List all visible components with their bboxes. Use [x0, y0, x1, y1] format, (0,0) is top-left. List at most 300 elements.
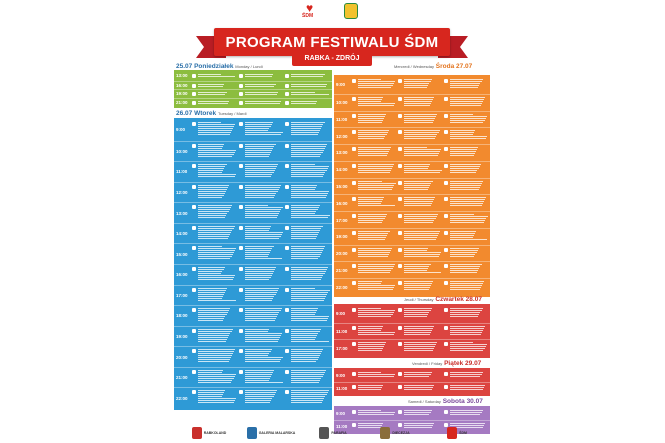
event-description — [404, 264, 442, 273]
event-icon — [444, 326, 448, 330]
sponsor-footer — [172, 418, 492, 443]
day-heading-wednesday — [394, 63, 472, 70]
event-description — [245, 122, 284, 135]
event-description — [450, 385, 488, 390]
schedule-row — [174, 367, 332, 387]
event-icon — [285, 349, 289, 353]
event-description — [291, 185, 330, 198]
event-description — [358, 248, 396, 257]
event-icon — [398, 281, 402, 285]
event-icon — [398, 372, 402, 376]
event-description — [358, 164, 396, 173]
schedule-row — [334, 261, 490, 277]
event-description — [291, 308, 330, 321]
event-description — [198, 122, 237, 135]
event-description — [198, 329, 237, 342]
schedule-row — [334, 306, 490, 322]
header-logos — [300, 2, 360, 20]
thursday-block — [334, 304, 490, 358]
event-icon — [444, 181, 448, 185]
schedule-row — [174, 202, 332, 222]
event-icon — [398, 264, 402, 268]
event-description — [198, 74, 237, 77]
time-label: 16:00 — [176, 82, 188, 88]
event-icon — [285, 144, 289, 148]
time-label: 9:00 — [336, 373, 346, 378]
event-description — [245, 390, 284, 403]
event-icon — [239, 74, 243, 78]
event-description — [245, 205, 284, 218]
event-description — [198, 370, 237, 383]
event-description — [245, 226, 284, 239]
time-label: 19:00 — [336, 234, 348, 240]
event-description — [358, 308, 396, 317]
event-icon — [239, 144, 243, 148]
schedule-row — [174, 223, 332, 243]
event-icon — [239, 205, 243, 209]
event-icon — [285, 288, 289, 292]
event-description — [358, 197, 396, 206]
schedule-row — [174, 89, 332, 97]
day-date: 28.07 — [465, 296, 482, 303]
time-label: 10:00 — [336, 100, 348, 106]
time-label: 15:00 — [336, 183, 348, 189]
event-description — [450, 130, 488, 139]
event-icon — [285, 205, 289, 209]
schedule-row — [334, 77, 490, 93]
event-icon — [239, 329, 243, 333]
event-description — [198, 92, 237, 95]
event-icon — [192, 74, 196, 78]
page-title: PROGRAM FESTIWALU ŚDM — [225, 33, 439, 51]
time-label: 14:00 — [336, 167, 348, 173]
event-description — [450, 326, 488, 335]
event-description — [198, 101, 237, 104]
event-description — [291, 144, 330, 157]
schedule-row — [174, 243, 332, 263]
schedule-row — [334, 111, 490, 127]
event-icon — [352, 97, 356, 101]
sponsor-logo-text: GALERIA MALARSKA — [258, 431, 296, 435]
schedule-row — [334, 339, 490, 355]
event-icon — [398, 147, 402, 151]
event-description — [450, 231, 488, 240]
schedule-row — [174, 161, 332, 181]
event-description — [291, 349, 330, 362]
event-description — [404, 114, 442, 123]
event-icon — [239, 92, 243, 96]
schedule-row — [334, 94, 490, 110]
event-icon — [192, 185, 196, 189]
event-description — [358, 326, 396, 335]
event-icon — [239, 370, 243, 374]
schedule-row — [174, 387, 332, 407]
sponsor-logo — [428, 426, 486, 440]
sponsor-logo — [242, 426, 300, 440]
sponsor-logo-text: ŚDM — [459, 431, 467, 435]
event-description — [245, 308, 284, 321]
event-icon — [239, 390, 243, 394]
time-label: 20:00 — [336, 251, 348, 257]
time-label: 12:00 — [336, 133, 348, 139]
day-name: Sobota — [442, 398, 465, 405]
day-name: Piątek — [444, 360, 464, 367]
day-name: Czwartek — [435, 296, 464, 303]
event-icon — [444, 164, 448, 168]
schedule-row — [334, 194, 490, 210]
event-description — [198, 390, 237, 403]
time-label: 21:00 — [336, 267, 348, 273]
time-label: 11:00 — [336, 116, 348, 122]
event-description — [404, 97, 442, 106]
event-description — [198, 205, 237, 218]
event-description — [450, 147, 488, 156]
time-label: 22:00 — [176, 395, 188, 401]
event-description — [291, 84, 330, 87]
event-icon — [285, 329, 289, 333]
event-icon — [352, 264, 356, 268]
sponsor-logo-icon — [247, 427, 257, 439]
schedule-row — [334, 211, 490, 227]
event-description — [291, 329, 330, 342]
sponsor-logo-icon — [447, 427, 457, 439]
schedule-row — [174, 182, 332, 202]
event-icon — [352, 231, 356, 235]
event-icon — [444, 248, 448, 252]
event-description — [245, 144, 284, 157]
event-icon — [444, 231, 448, 235]
schedule-row — [334, 278, 490, 294]
event-icon — [192, 205, 196, 209]
event-icon — [239, 246, 243, 250]
time-label: 20:00 — [176, 354, 188, 360]
event-icon — [352, 214, 356, 218]
event-icon — [285, 390, 289, 394]
time-label: 13:00 — [176, 210, 188, 216]
event-icon — [239, 84, 243, 88]
event-description — [245, 267, 284, 280]
day-subtitle: Vendredi / Friday — [412, 361, 443, 366]
event-icon — [239, 164, 243, 168]
day-subtitle: Monday / Lundi — [235, 64, 263, 69]
event-icon — [239, 226, 243, 230]
schedule-row — [334, 370, 490, 381]
event-icon — [192, 390, 196, 394]
city-crest-icon — [344, 3, 358, 19]
time-label: 22:00 — [336, 284, 348, 290]
monday-block — [174, 70, 332, 108]
event-description — [404, 248, 442, 257]
event-icon — [239, 122, 243, 126]
event-description — [404, 181, 442, 190]
time-label: 11:00 — [336, 386, 348, 391]
event-icon — [352, 308, 356, 312]
event-icon — [192, 308, 196, 312]
event-icon — [285, 101, 289, 105]
event-icon — [285, 308, 289, 312]
event-description — [291, 101, 330, 104]
event-icon — [444, 79, 448, 83]
event-description — [291, 74, 330, 77]
event-description — [450, 308, 488, 317]
event-icon — [285, 226, 289, 230]
time-label: 9:00 — [336, 311, 346, 317]
event-icon — [398, 79, 402, 83]
event-description — [245, 349, 284, 362]
event-description — [450, 114, 488, 123]
time-label: 11:00 — [336, 328, 348, 334]
event-description — [291, 267, 330, 280]
event-icon — [285, 370, 289, 374]
page-subtitle: RABKA - ZDRÓJ — [292, 52, 372, 66]
event-description — [198, 267, 237, 280]
event-icon — [285, 84, 289, 88]
event-description — [198, 164, 237, 177]
event-icon — [192, 288, 196, 292]
time-label: 17:00 — [336, 217, 348, 223]
event-icon — [444, 264, 448, 268]
event-description — [450, 410, 488, 415]
event-description — [198, 185, 237, 198]
event-description — [404, 130, 442, 139]
day-subtitle: Jeudi / Thursday — [404, 297, 434, 302]
event-icon — [192, 122, 196, 126]
event-description — [358, 214, 396, 223]
event-description — [358, 97, 396, 106]
event-description — [245, 329, 284, 342]
event-description — [358, 264, 396, 273]
event-description — [291, 92, 330, 95]
event-icon — [285, 92, 289, 96]
event-description — [450, 181, 488, 190]
event-description — [245, 246, 284, 259]
event-icon — [398, 114, 402, 118]
event-description — [245, 288, 284, 301]
event-description — [404, 231, 442, 240]
event-icon — [444, 410, 448, 414]
sponsor-logo-icon — [319, 427, 329, 439]
event-description — [358, 114, 396, 123]
day-date: 25.07 — [176, 63, 193, 70]
time-label: 10:00 — [176, 148, 188, 154]
day-date: 30.07 — [466, 398, 483, 405]
sdm-logo — [300, 2, 326, 20]
event-description — [198, 84, 237, 87]
event-icon — [444, 385, 448, 389]
event-icon — [444, 372, 448, 376]
day-subtitle: Tuesday / Mardi — [217, 111, 247, 116]
event-icon — [398, 231, 402, 235]
time-label: 17:00 — [336, 345, 348, 351]
event-icon — [239, 185, 243, 189]
sponsor-logo-icon — [192, 427, 202, 439]
event-icon — [398, 181, 402, 185]
event-icon — [285, 267, 289, 271]
schedule-row — [334, 127, 490, 143]
event-icon — [444, 342, 448, 346]
event-icon — [444, 197, 448, 201]
event-description — [404, 281, 442, 290]
event-icon — [444, 308, 448, 312]
event-description — [198, 349, 237, 362]
time-label: 13:00 — [176, 73, 188, 79]
time-label: 19:00 — [176, 333, 188, 339]
sdm-logo-text: ŚDM — [302, 13, 314, 19]
event-icon — [352, 114, 356, 118]
time-label: 13:00 — [336, 150, 348, 156]
event-icon — [352, 372, 356, 376]
time-label: 9:00 — [336, 82, 346, 88]
event-description — [450, 97, 488, 106]
schedule-row — [334, 323, 490, 339]
schedule-row — [174, 141, 332, 161]
schedule-row — [334, 382, 490, 393]
event-description — [198, 288, 237, 301]
event-icon — [444, 147, 448, 151]
event-icon — [192, 370, 196, 374]
schedule-row — [174, 120, 332, 140]
sponsor-logo — [180, 426, 238, 440]
time-label: 18:00 — [176, 313, 188, 319]
event-icon — [285, 164, 289, 168]
schedule-row — [174, 98, 332, 106]
day-heading-thursday — [404, 296, 482, 303]
day-heading-tuesday — [176, 110, 246, 117]
event-description — [358, 410, 396, 415]
event-description — [198, 226, 237, 239]
schedule-row — [174, 72, 332, 80]
event-icon — [352, 281, 356, 285]
event-icon — [192, 226, 196, 230]
event-icon — [352, 410, 356, 414]
event-description — [450, 197, 488, 206]
event-icon — [352, 181, 356, 185]
event-description — [404, 164, 442, 173]
day-date: 26.07 — [176, 110, 193, 117]
schedule-row — [334, 144, 490, 160]
event-description — [291, 226, 330, 239]
sponsor-logo — [366, 426, 424, 440]
event-icon — [239, 267, 243, 271]
event-description — [198, 246, 237, 259]
event-description — [358, 181, 396, 190]
event-icon — [352, 130, 356, 134]
day-heading-monday — [176, 63, 263, 70]
event-icon — [398, 130, 402, 134]
event-description — [404, 410, 442, 415]
time-label: 14:00 — [176, 231, 188, 237]
event-icon — [398, 164, 402, 168]
schedule-row — [174, 346, 332, 366]
time-label: 16:00 — [176, 272, 188, 278]
schedule-row — [334, 161, 490, 177]
time-label: 9:00 — [176, 127, 186, 133]
event-description — [450, 164, 488, 173]
tuesday-block — [174, 118, 332, 410]
event-description — [404, 308, 442, 317]
event-description — [404, 197, 442, 206]
event-description — [358, 385, 396, 390]
event-description — [404, 385, 442, 390]
event-description — [358, 79, 396, 88]
event-icon — [352, 79, 356, 83]
time-label: 12:00 — [176, 189, 188, 195]
day-name: Środa — [435, 63, 455, 70]
day-heading-saturday — [408, 398, 483, 405]
event-icon — [285, 122, 289, 126]
time-label: 19:00 — [176, 91, 188, 97]
event-description — [291, 164, 330, 177]
event-description — [245, 74, 284, 77]
day-heading-friday — [412, 360, 481, 367]
event-description — [450, 248, 488, 257]
schedule-row — [174, 326, 332, 346]
event-description — [358, 147, 396, 156]
event-icon — [192, 329, 196, 333]
event-description — [358, 281, 396, 290]
sponsor-logo-text: PARAFIA — [331, 431, 347, 435]
event-icon — [444, 97, 448, 101]
event-description — [245, 92, 284, 95]
event-description — [358, 342, 396, 351]
event-icon — [192, 267, 196, 271]
time-label: 21:00 — [176, 99, 188, 105]
time-label: 15:00 — [176, 251, 188, 257]
time-label: 9:00 — [336, 411, 346, 416]
event-description — [245, 370, 284, 383]
schedule-row — [334, 228, 490, 244]
sponsor-logo-text: RABKOLAND — [203, 431, 227, 435]
sponsor-logo-icon — [380, 427, 390, 439]
event-icon — [285, 74, 289, 78]
event-icon — [192, 246, 196, 250]
wednesday-block — [334, 75, 490, 297]
event-icon — [352, 385, 356, 389]
event-icon — [192, 349, 196, 353]
event-icon — [239, 308, 243, 312]
friday-block — [334, 368, 490, 396]
festival-program-poster — [172, 0, 492, 443]
event-description — [198, 144, 237, 157]
event-icon — [398, 97, 402, 101]
event-description — [291, 205, 330, 218]
event-icon — [444, 114, 448, 118]
event-icon — [192, 164, 196, 168]
event-description — [404, 214, 442, 223]
event-icon — [352, 326, 356, 330]
heart-icon: ♥ — [306, 1, 314, 15]
schedule-row — [174, 305, 332, 325]
event-description — [450, 264, 488, 273]
event-description — [245, 185, 284, 198]
event-icon — [398, 385, 402, 389]
event-description — [291, 370, 330, 383]
event-description — [450, 214, 488, 223]
time-label: 21:00 — [176, 375, 188, 381]
event-description — [404, 326, 442, 335]
schedule-row — [174, 264, 332, 284]
event-icon — [398, 197, 402, 201]
sponsor-logo-text: DIECEZJA — [392, 431, 410, 435]
event-icon — [444, 281, 448, 285]
event-icon — [444, 130, 448, 134]
event-description — [404, 342, 442, 351]
event-description — [245, 164, 284, 177]
event-icon — [352, 197, 356, 201]
event-icon — [398, 326, 402, 330]
event-description — [404, 147, 442, 156]
event-icon — [239, 101, 243, 105]
